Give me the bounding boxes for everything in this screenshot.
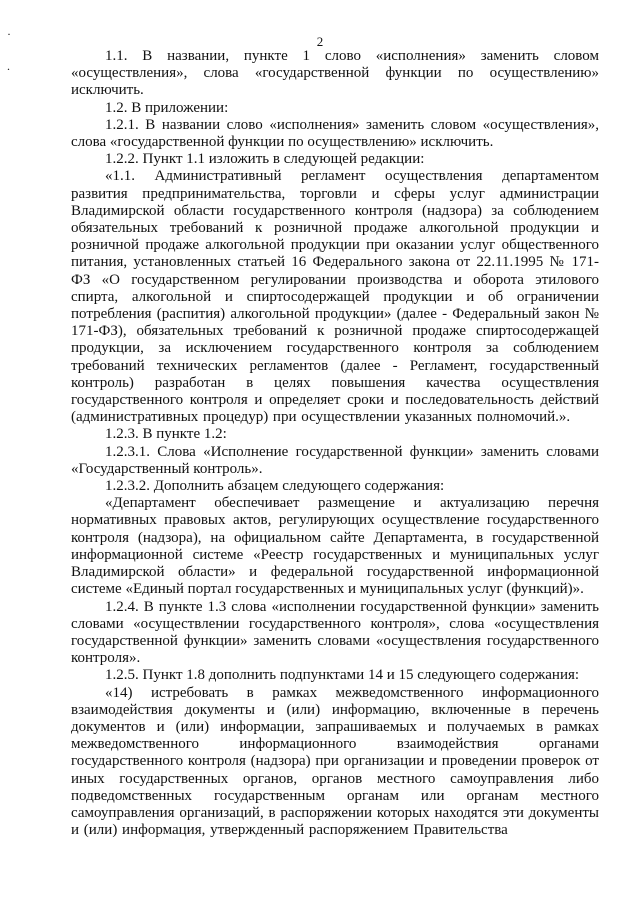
quoted-subpoint-14: «14) истребовать в рамках межведомственного информационного взаимодействия документы и (или) информацию, включенные в перечень документов и (или) информации, запрашиваемых и получаемых в рамках межведомственного информационного взаимодействия органами государственного контроля (надзора) при организации и проведении проверок от иных государственных органов, органов местного самоуправления либо подведомственных государственным органам или органам местного самоуправления организаций, в распоряжении которых находятся эти документы и (или) информация, утвержденный распоряжением Правительства — [71, 684, 599, 839]
paragraph-1-2-3: 1.2.3. В пункте 1.2: — [105, 426, 227, 443]
paragraph-1-2-2: 1.2.2. Пункт 1.1 изложить в следующей редакции: — [105, 151, 425, 168]
paragraph-1-2-4: 1.2.4. В пункте 1.3 слова «исполнении государственной функции» заменить словами «осуществлении государственного контроля», слова «осуществления государственной функции» заменить словами «осуществления государственного контроля». — [71, 598, 599, 667]
quoted-clause-1-1: «1.1. Административный регламент осуществления департаментом развития предпринимательства, торговли и сферы услуг администрации Владимирской области государственного контроля (надзора) за соблюдением обязательных требований к розничной продаже алкогольной продукции и розничной продаже алкогольной продукции при оказании услуг общественного питания, установленных статьей 16 Федерального закона от 22.11.1995 № 171-ФЗ «О государственном регулировании производства и оборота этилового спирта, алкогольной и спиртосодержащей продукции и об ограничении потребления (распития) алкогольной продукции» (далее - Федеральный закон № 171-ФЗ), обязательных требований к розничной продаже спиртосодержащей продукции, за исключением государственного контроля за соблюдением требований технических регламентов (далее - Регламент, государственный контроль) разработан в целях повышения качества осуществления государственного контроля и определяет сроки и последовательность действий (административных процедур) при осуществлении указанных полномочий.». — [71, 168, 599, 426]
margin-mark: . — [7, 59, 10, 73]
quoted-department-clause: «Департамент обеспечивает размещение и актуализацию перечня нормативных правовых актов, регулирующих осуществление государственного контроля (надзора), на официальном сайте Департамента, в государственной информационной системе «Реестр государственных и муниципальных услуг Владимирской области» и федеральной государственной информационной системе «Единый портал государственных и муниципальных услуг (функций)». — [71, 495, 599, 598]
paragraph-1-2-3-2: 1.2.3.2. Дополнить абзацем следующего содержания: — [105, 478, 445, 495]
paragraph-1-2-1: 1.2.1. В названии слово «исполнения» заменить словом «осуществления», слова «государственной функции по осуществлению» исключить. — [71, 116, 599, 151]
paragraph-1-2-5: 1.2.5. Пункт 1.8 дополнить подпунктами 14 и 15 следующего содержания: — [105, 667, 580, 684]
paragraph-1-2: 1.2. В приложении: — [105, 99, 229, 116]
paragraph-1-1: 1.1. В названии, пункте 1 слово «исполнения» заменить словом «осуществления», слова «государственной функции по осуществлению» исключить. — [71, 48, 599, 99]
margin-mark: · — [7, 27, 11, 41]
page-number: 2 — [316, 34, 324, 49]
paragraph-1-2-3-1: 1.2.3.1. Слова «Исполнение государственной функции» заменить словами «Государственный контроль». — [71, 443, 599, 477]
document-body — [71, 48, 599, 839]
